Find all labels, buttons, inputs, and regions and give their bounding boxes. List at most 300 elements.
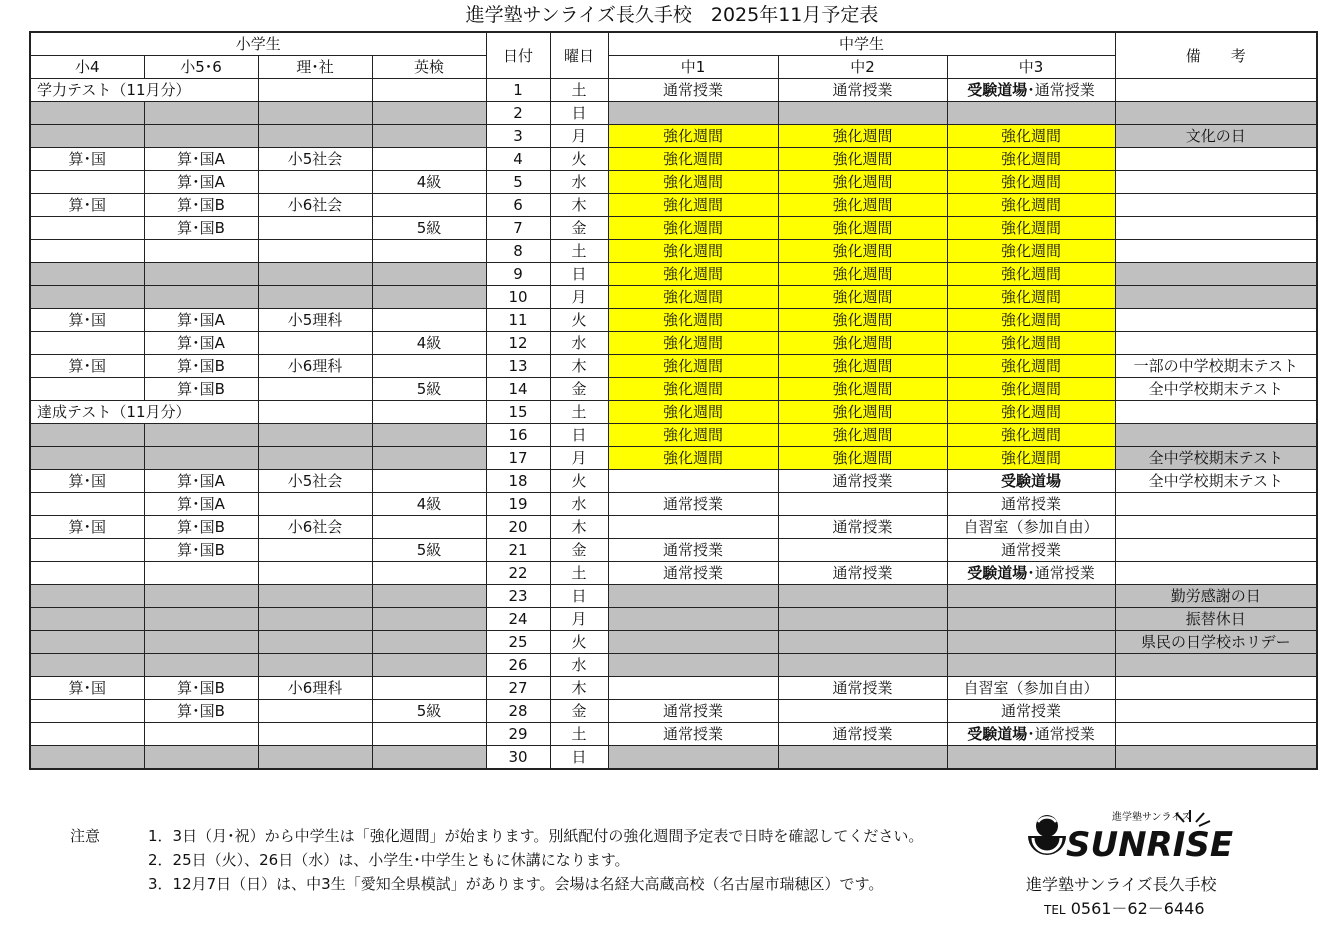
sunrise-logo	[1024, 808, 1234, 866]
header-day: 曜日	[550, 32, 608, 79]
cell-grade56: 算･国B	[144, 700, 258, 723]
middle3-text: ･通常授業	[1027, 564, 1095, 582]
cell-middle2	[778, 539, 947, 562]
cell-eiken: 4級	[372, 171, 486, 194]
cell-remarks: 全中学校期末テスト	[1115, 447, 1317, 470]
cell-grade56: 算･国A	[144, 470, 258, 493]
cell-date: 24	[486, 608, 550, 631]
cell-grade56: 算･国A	[144, 171, 258, 194]
cell-science-social: 小5社会	[258, 470, 372, 493]
cell-science-social: 小6社会	[258, 516, 372, 539]
table-row	[30, 401, 1317, 424]
cell-grade4: 算･国	[30, 677, 144, 700]
cell-middle1: 強化週間	[608, 332, 778, 355]
cell-grade56	[144, 286, 258, 309]
cell-middle3: 強化週間	[947, 286, 1115, 309]
cell-grade4	[30, 171, 144, 194]
cell-middle2: 通常授業	[778, 470, 947, 493]
cell-middle2: 強化週間	[778, 355, 947, 378]
table-row	[30, 608, 1317, 631]
cell-day: 土	[550, 240, 608, 263]
table-row	[30, 171, 1317, 194]
cell-grade4	[30, 631, 144, 654]
cell-science-social: 小5社会	[258, 148, 372, 171]
cell-date: 28	[486, 700, 550, 723]
cell-eiken	[372, 516, 486, 539]
cell-middle3: 強化週間	[947, 194, 1115, 217]
table-row	[30, 79, 1317, 102]
cell-science-social	[258, 631, 372, 654]
middle3-text: 通常授業	[1001, 541, 1062, 559]
cell-middle3: 強化週間	[947, 355, 1115, 378]
tel-label: TEL	[1044, 903, 1066, 917]
cell-eiken	[372, 240, 486, 263]
table-row	[30, 286, 1317, 309]
cell-middle2: 強化週間	[778, 171, 947, 194]
cell-middle2: 強化週間	[778, 240, 947, 263]
cell-middle1	[608, 102, 778, 125]
table-row	[30, 723, 1317, 746]
cell-middle2: 強化週間	[778, 194, 947, 217]
table-row	[30, 700, 1317, 723]
cell-date: 15	[486, 401, 550, 424]
cell-middle1: 強化週間	[608, 447, 778, 470]
cell-date: 25	[486, 631, 550, 654]
cell-middle3	[947, 562, 1115, 585]
cell-date: 14	[486, 378, 550, 401]
cell-remarks	[1115, 539, 1317, 562]
cell-remarks	[1115, 102, 1317, 125]
cell-date: 19	[486, 493, 550, 516]
cell-eiken	[372, 355, 486, 378]
header-remarks: 備 考	[1115, 32, 1317, 79]
cell-eiken	[372, 608, 486, 631]
cell-middle3	[947, 585, 1115, 608]
cell-day: 木	[550, 516, 608, 539]
cell-middle2	[778, 746, 947, 770]
cell-eiken	[372, 654, 486, 677]
cell-middle1: 強化週間	[608, 148, 778, 171]
cell-middle3: 強化週間	[947, 424, 1115, 447]
table-row	[30, 263, 1317, 286]
cell-science-social	[258, 723, 372, 746]
cell-day: 金	[550, 539, 608, 562]
cell-grade4	[30, 332, 144, 355]
cell-middle1: 強化週間	[608, 401, 778, 424]
cell-middle2: 通常授業	[778, 516, 947, 539]
cell-remarks	[1115, 401, 1317, 424]
cell-middle1: 通常授業	[608, 539, 778, 562]
cell-grade4	[30, 654, 144, 677]
cell-eiken	[372, 401, 486, 424]
cell-date: 18	[486, 470, 550, 493]
cell-middle3	[947, 677, 1115, 700]
cell-grade4	[30, 447, 144, 470]
cell-science-social	[258, 217, 372, 240]
cell-science-social	[258, 171, 372, 194]
cell-remarks: 振替休日	[1115, 608, 1317, 631]
cell-date: 9	[486, 263, 550, 286]
cell-grade56	[144, 654, 258, 677]
cell-day: 水	[550, 171, 608, 194]
table-row	[30, 424, 1317, 447]
table-row	[30, 746, 1317, 770]
cell-remarks	[1115, 723, 1317, 746]
cell-remarks	[1115, 171, 1317, 194]
cell-middle2: 通常授業	[778, 79, 947, 102]
cell-eiken	[372, 585, 486, 608]
middle3-text: 通常授業	[1001, 495, 1062, 513]
cell-science-social	[258, 79, 372, 102]
cell-grade56: 算･国B	[144, 217, 258, 240]
middle3-text: ･通常授業	[1027, 81, 1095, 99]
cell-eiken	[372, 746, 486, 770]
cell-science-social	[258, 562, 372, 585]
cell-grade56	[144, 585, 258, 608]
cell-date: 16	[486, 424, 550, 447]
cell-date: 26	[486, 654, 550, 677]
cell-date: 17	[486, 447, 550, 470]
cell-middle2: 強化週間	[778, 148, 947, 171]
table-row	[30, 562, 1317, 585]
cell-grade56	[144, 447, 258, 470]
cell-grade4	[30, 723, 144, 746]
notes	[70, 824, 923, 896]
cell-middle3	[947, 470, 1115, 493]
cell-date: 4	[486, 148, 550, 171]
cell-middle1	[608, 654, 778, 677]
cell-science-social	[258, 700, 372, 723]
note-item: 2．25日（火）、26日（水）は、小学生･中学生ともに休講になります。	[148, 851, 630, 869]
table-row	[30, 654, 1317, 677]
cell-day: 土	[550, 79, 608, 102]
cell-day: 木	[550, 194, 608, 217]
juken-dojo-label: 受験道場	[967, 725, 1028, 743]
notes-label: 注意	[70, 827, 101, 845]
cell-eiken	[372, 447, 486, 470]
header-grade4: 小4	[30, 56, 144, 79]
cell-middle2: 強化週間	[778, 424, 947, 447]
cell-middle1	[608, 677, 778, 700]
cell-remarks	[1115, 217, 1317, 240]
page-title: 進学塾サンライズ長久手校 2025年11月予定表	[465, 4, 879, 26]
elementary-event: 達成テスト（11月分）	[30, 401, 258, 424]
cell-day: 火	[550, 631, 608, 654]
cell-date: 13	[486, 355, 550, 378]
cell-remarks: 文化の日	[1115, 125, 1317, 148]
cell-middle3	[947, 79, 1115, 102]
juken-dojo-label: 受験道場	[967, 564, 1028, 582]
cell-science-social	[258, 608, 372, 631]
cell-eiken	[372, 562, 486, 585]
cell-middle1: 強化週間	[608, 286, 778, 309]
cell-middle2: 強化週間	[778, 309, 947, 332]
cell-grade4: 算･国	[30, 470, 144, 493]
cell-middle3: 強化週間	[947, 378, 1115, 401]
cell-day: 金	[550, 700, 608, 723]
cell-grade4	[30, 240, 144, 263]
cell-middle1	[608, 470, 778, 493]
cell-grade4: 算･国	[30, 194, 144, 217]
cell-middle3	[947, 102, 1115, 125]
cell-middle3	[947, 493, 1115, 516]
cell-grade56	[144, 631, 258, 654]
cell-grade4	[30, 378, 144, 401]
cell-middle2: 強化週間	[778, 378, 947, 401]
logo-small-text: 進学塾サンライズ	[1112, 812, 1192, 823]
cell-remarks: 一部の中学校期末テスト	[1115, 355, 1317, 378]
cell-middle1: 通常授業	[608, 723, 778, 746]
cell-day: 金	[550, 378, 608, 401]
cell-middle3: 強化週間	[947, 125, 1115, 148]
cell-eiken	[372, 631, 486, 654]
cell-remarks: 全中学校期末テスト	[1115, 378, 1317, 401]
cell-remarks	[1115, 148, 1317, 171]
table-row	[30, 240, 1317, 263]
cell-remarks	[1115, 286, 1317, 309]
cell-middle2	[778, 585, 947, 608]
cell-remarks	[1115, 309, 1317, 332]
table-row	[30, 493, 1317, 516]
cell-day: 日	[550, 102, 608, 125]
cell-eiken	[372, 125, 486, 148]
cell-middle2	[778, 654, 947, 677]
juken-dojo-label: 受験道場	[1001, 472, 1062, 490]
cell-middle3: 強化週間	[947, 148, 1115, 171]
cell-day: 日	[550, 585, 608, 608]
telephone	[1044, 896, 1205, 919]
school-name: 進学塾サンライズ長久手校	[1026, 875, 1217, 894]
cell-middle1: 強化週間	[608, 194, 778, 217]
cell-science-social	[258, 102, 372, 125]
middle3-text: ･通常授業	[1027, 725, 1095, 743]
cell-eiken	[372, 148, 486, 171]
cell-grade4	[30, 424, 144, 447]
cell-day: 月	[550, 447, 608, 470]
cell-remarks	[1115, 493, 1317, 516]
cell-middle1: 強化週間	[608, 263, 778, 286]
cell-grade4	[30, 102, 144, 125]
cell-eiken	[372, 286, 486, 309]
cell-science-social: 小6理科	[258, 677, 372, 700]
cell-science-social	[258, 654, 372, 677]
cell-science-social	[258, 401, 372, 424]
cell-middle3	[947, 516, 1115, 539]
cell-remarks	[1115, 654, 1317, 677]
note-item: 1．3日（月･祝）から中学生は「強化週間」が始まります。別紙配付の強化週間予定表で日時を確認してください。	[148, 827, 924, 845]
cell-science-social: 小6社会	[258, 194, 372, 217]
table-row	[30, 194, 1317, 217]
cell-eiken: 4級	[372, 332, 486, 355]
cell-remarks	[1115, 516, 1317, 539]
cell-middle2: 強化週間	[778, 401, 947, 424]
cell-day: 土	[550, 401, 608, 424]
cell-grade56: 算･国B	[144, 378, 258, 401]
table-row	[30, 585, 1317, 608]
cell-middle1: 通常授業	[608, 493, 778, 516]
cell-eiken	[372, 723, 486, 746]
cell-science-social	[258, 746, 372, 770]
cell-middle1: 強化週間	[608, 171, 778, 194]
cell-date: 30	[486, 746, 550, 770]
cell-day: 土	[550, 723, 608, 746]
middle3-text: 通常授業	[1001, 702, 1062, 720]
cell-grade56: 算･国B	[144, 194, 258, 217]
cell-grade56: 算･国B	[144, 539, 258, 562]
cell-day: 日	[550, 746, 608, 770]
header-middle: 中学生	[608, 32, 1115, 56]
cell-middle3: 強化週間	[947, 240, 1115, 263]
cell-science-social	[258, 125, 372, 148]
cell-eiken: 5級	[372, 539, 486, 562]
middle3-text: 自習室（参加自由）	[963, 679, 1099, 697]
cell-day: 月	[550, 286, 608, 309]
cell-middle3: 強化週間	[947, 309, 1115, 332]
cell-grade4	[30, 539, 144, 562]
cell-grade4: 算･国	[30, 516, 144, 539]
table-row	[30, 516, 1317, 539]
cell-grade56: 算･国A	[144, 309, 258, 332]
cell-science-social	[258, 585, 372, 608]
cell-science-social	[258, 286, 372, 309]
cell-middle1	[608, 516, 778, 539]
header-grade56: 小5･6	[144, 56, 258, 79]
cell-science-social	[258, 539, 372, 562]
cell-day: 日	[550, 263, 608, 286]
cell-remarks	[1115, 700, 1317, 723]
cell-grade56: 算･国A	[144, 148, 258, 171]
cell-day: 木	[550, 677, 608, 700]
cell-grade4	[30, 746, 144, 770]
cell-grade4	[30, 562, 144, 585]
elementary-event: 学力テスト（11月分）	[30, 79, 258, 102]
cell-grade4	[30, 286, 144, 309]
cell-remarks: 全中学校期末テスト	[1115, 470, 1317, 493]
cell-day: 月	[550, 125, 608, 148]
cell-eiken: 5級	[372, 700, 486, 723]
cell-middle3: 強化週間	[947, 217, 1115, 240]
cell-middle1: 強化週間	[608, 309, 778, 332]
cell-eiken	[372, 677, 486, 700]
cell-grade56: 算･国A	[144, 493, 258, 516]
schedule-body	[30, 79, 1317, 770]
cell-grade56: 算･国A	[144, 332, 258, 355]
cell-remarks	[1115, 332, 1317, 355]
cell-grade56	[144, 263, 258, 286]
cell-day: 火	[550, 148, 608, 171]
header-eiken: 英検	[372, 56, 486, 79]
cell-middle2	[778, 493, 947, 516]
schedule-table	[29, 31, 1318, 770]
cell-remarks	[1115, 424, 1317, 447]
cell-grade4	[30, 700, 144, 723]
header-science-social: 理･社	[258, 56, 372, 79]
cell-date: 21	[486, 539, 550, 562]
cell-day: 水	[550, 332, 608, 355]
table-row	[30, 378, 1317, 401]
cell-middle2	[778, 631, 947, 654]
cell-middle1: 通常授業	[608, 562, 778, 585]
cell-grade56	[144, 240, 258, 263]
cell-day: 土	[550, 562, 608, 585]
cell-middle2: 通常授業	[778, 562, 947, 585]
cell-middle3: 強化週間	[947, 401, 1115, 424]
cell-science-social	[258, 240, 372, 263]
cell-date: 1	[486, 79, 550, 102]
table-row	[30, 539, 1317, 562]
cell-eiken	[372, 470, 486, 493]
juken-dojo-label: 受験道場	[967, 81, 1028, 99]
header-date: 日付	[486, 32, 550, 79]
table-row	[30, 309, 1317, 332]
cell-grade4	[30, 585, 144, 608]
cell-middle3	[947, 723, 1115, 746]
cell-eiken: 4級	[372, 493, 486, 516]
cell-date: 12	[486, 332, 550, 355]
cell-day: 火	[550, 470, 608, 493]
cell-science-social	[258, 447, 372, 470]
cell-date: 2	[486, 102, 550, 125]
header-middle1: 中1	[608, 56, 778, 79]
cell-middle3: 強化週間	[947, 171, 1115, 194]
middle3-text: 自習室（参加自由）	[963, 518, 1099, 536]
cell-date: 27	[486, 677, 550, 700]
cell-remarks: 県民の日学校ホリデー	[1115, 631, 1317, 654]
cell-eiken	[372, 309, 486, 332]
table-row	[30, 677, 1317, 700]
cell-middle1: 強化週間	[608, 217, 778, 240]
cell-eiken	[372, 424, 486, 447]
cell-middle2	[778, 700, 947, 723]
cell-grade56: 算･国B	[144, 516, 258, 539]
cell-grade56	[144, 125, 258, 148]
cell-day: 金	[550, 217, 608, 240]
cell-science-social	[258, 493, 372, 516]
cell-day: 日	[550, 424, 608, 447]
cell-grade4	[30, 608, 144, 631]
cell-grade56: 算･国B	[144, 355, 258, 378]
cell-grade56	[144, 723, 258, 746]
table-row	[30, 470, 1317, 493]
cell-day: 水	[550, 493, 608, 516]
cell-date: 3	[486, 125, 550, 148]
header-middle2: 中2	[778, 56, 947, 79]
cell-remarks: 勤労感謝の日	[1115, 585, 1317, 608]
cell-date: 29	[486, 723, 550, 746]
cell-day: 木	[550, 355, 608, 378]
cell-grade4	[30, 125, 144, 148]
cell-grade56	[144, 562, 258, 585]
cell-science-social	[258, 424, 372, 447]
cell-middle2: 強化週間	[778, 263, 947, 286]
cell-middle1: 強化週間	[608, 424, 778, 447]
cell-middle1: 強化週間	[608, 355, 778, 378]
cell-date: 20	[486, 516, 550, 539]
cell-date: 22	[486, 562, 550, 585]
cell-middle1: 強化週間	[608, 240, 778, 263]
cell-middle2: 強化週間	[778, 217, 947, 240]
cell-science-social	[258, 378, 372, 401]
cell-middle1	[608, 608, 778, 631]
logo-main-text: SUNRISE	[1066, 825, 1234, 865]
cell-middle1: 通常授業	[608, 79, 778, 102]
tel-number: 0561－62－6446	[1070, 899, 1205, 918]
cell-middle3	[947, 654, 1115, 677]
cell-remarks	[1115, 746, 1317, 770]
cell-middle1: 通常授業	[608, 700, 778, 723]
cell-day: 火	[550, 309, 608, 332]
cell-science-social	[258, 263, 372, 286]
